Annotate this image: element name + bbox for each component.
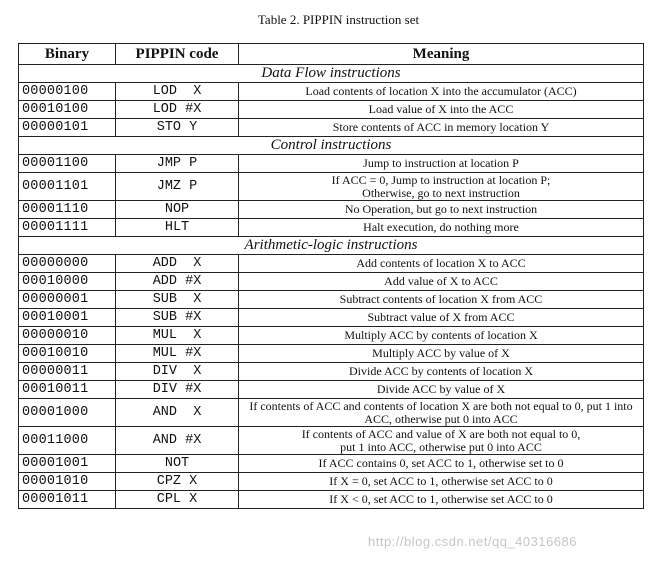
table-row [19, 455, 644, 473]
table-row [19, 345, 644, 363]
code-cell: SUB X [116, 291, 239, 309]
binary-cell: 00000011 [19, 363, 116, 381]
binary-cell: 00001000 [19, 399, 116, 427]
code-cell: NOP [116, 201, 239, 219]
meaning-cell: Divide ACC by contents of location X [239, 363, 644, 381]
code-cell: NOT [116, 455, 239, 473]
header-code: PIPPIN code [116, 44, 239, 65]
code-cell: MUL #X [116, 345, 239, 363]
table-row [19, 273, 644, 291]
code-cell: CPL X [116, 491, 239, 509]
code-cell: JMP P [116, 155, 239, 173]
code-cell: LOD #X [116, 101, 239, 119]
table-caption: Table 2. PIPPIN instruction set [257, 12, 420, 27]
meaning-cell: If X < 0, set ACC to 1, otherwise set ACC to 0 [239, 491, 644, 509]
binary-cell: 00000000 [19, 255, 116, 273]
binary-cell: 00010011 [19, 381, 116, 399]
binary-cell: 00010100 [19, 101, 116, 119]
binary-cell: 00010010 [19, 345, 116, 363]
binary-cell: 00000001 [19, 291, 116, 309]
meaning-cell: Multiply ACC by contents of location X [239, 327, 644, 345]
code-cell: JMZ P [116, 173, 239, 201]
meaning-cell: Subtract contents of location X from ACC [239, 291, 644, 309]
code-cell: STO Y [116, 119, 239, 137]
table-row [19, 491, 644, 509]
code-cell: AND X [116, 399, 239, 427]
binary-cell: 00001100 [19, 155, 116, 173]
table-row [19, 399, 644, 427]
section-title: Arithmetic-logic instructions [19, 237, 644, 255]
binary-cell: 00010001 [19, 309, 116, 327]
watermark-text: http://blog.csdn.net/qq_40316686 [368, 534, 577, 549]
meaning-cell: Multiply ACC by value of X [239, 345, 644, 363]
binary-cell: 00001111 [19, 219, 116, 237]
header-row [19, 44, 644, 65]
meaning-cell: Load value of X into the ACC [239, 101, 644, 119]
table-row [19, 363, 644, 381]
table-row [19, 119, 644, 137]
meaning-cell: If ACC = 0, Jump to instruction at location P; Otherwise, go to next instruction [239, 173, 644, 201]
table-row [19, 291, 644, 309]
binary-cell: 00001001 [19, 455, 116, 473]
meaning-cell: If X = 0, set ACC to 1, otherwise set ACC to 0 [239, 473, 644, 491]
code-cell: DIV X [116, 363, 239, 381]
table-row [19, 83, 644, 101]
section-row [19, 137, 644, 155]
section-row [19, 65, 644, 83]
header-binary: Binary [19, 44, 116, 65]
binary-cell: 00000010 [19, 327, 116, 345]
table-row [19, 327, 644, 345]
code-cell: AND #X [116, 427, 239, 455]
binary-cell: 00001011 [19, 491, 116, 509]
code-cell: CPZ X [116, 473, 239, 491]
section-title: Data Flow instructions [19, 65, 644, 83]
meaning-cell: Store contents of ACC in memory location Y [239, 119, 644, 137]
meaning-cell: Subtract value of X from ACC [239, 309, 644, 327]
section-row [19, 237, 644, 255]
code-cell: LOD X [116, 83, 239, 101]
section-title: Control instructions [19, 137, 644, 155]
meaning-cell: Jump to instruction at location P [239, 155, 644, 173]
table-row [19, 101, 644, 119]
table-row [19, 173, 644, 201]
code-cell: HLT [116, 219, 239, 237]
meaning-cell: Add contents of location X to ACC [239, 255, 644, 273]
meaning-cell: Halt execution, do nothing more [239, 219, 644, 237]
table-body [19, 65, 644, 509]
binary-cell: 00001110 [19, 201, 116, 219]
binary-cell: 00001101 [19, 173, 116, 201]
code-cell: ADD #X [116, 273, 239, 291]
table-row [19, 255, 644, 273]
code-cell: ADD X [116, 255, 239, 273]
code-cell: DIV #X [116, 381, 239, 399]
code-cell: SUB #X [116, 309, 239, 327]
binary-cell: 00000101 [19, 119, 116, 137]
meaning-cell: Load contents of location X into the accumulator (ACC) [239, 83, 644, 101]
table-row [19, 309, 644, 327]
meaning-cell: No Operation, but go to next instruction [239, 201, 644, 219]
meaning-cell: If ACC contains 0, set ACC to 1, otherwise set to 0 [239, 455, 644, 473]
meaning-cell: Add value of X to ACC [239, 273, 644, 291]
table-row [19, 381, 644, 399]
table-row [19, 201, 644, 219]
meaning-cell: If contents of ACC and value of X are both not equal to 0, put 1 into ACC, otherwise put 0 into ACC [239, 427, 644, 455]
meaning-cell: Divide ACC by value of X [239, 381, 644, 399]
instruction-table [18, 43, 644, 509]
table-row [19, 473, 644, 491]
binary-cell: 00000100 [19, 83, 116, 101]
binary-cell: 00001010 [19, 473, 116, 491]
table-row [19, 427, 644, 455]
code-cell: MUL X [116, 327, 239, 345]
binary-cell: 00011000 [19, 427, 116, 455]
table-row [19, 219, 644, 237]
header-meaning: Meaning [239, 44, 644, 65]
table-row [19, 155, 644, 173]
binary-cell: 00010000 [19, 273, 116, 291]
meaning-cell: If contents of ACC and contents of location X are both not equal to 0, put 1 into ACC, otherwise put 0 into ACC [239, 399, 644, 427]
